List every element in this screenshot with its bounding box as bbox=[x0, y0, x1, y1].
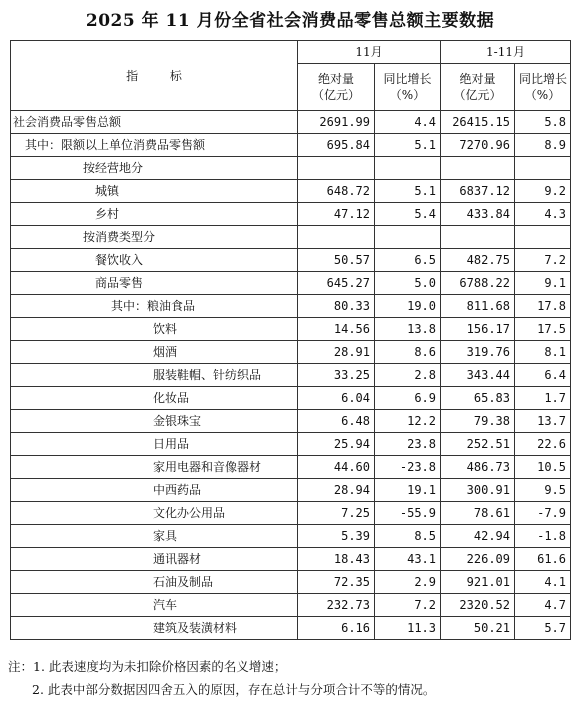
footnote-1: 注：1. 此表速度均为未扣除价格因素的名义增速； bbox=[8, 659, 287, 674]
abs-unit: （亿元） bbox=[311, 88, 360, 102]
ytd-abs-header bbox=[441, 64, 515, 111]
month-abs-cell: 7.25 bbox=[298, 502, 375, 525]
row-label: 城镇 bbox=[11, 180, 298, 203]
ytd-abs-cell: 50.21 bbox=[441, 617, 515, 640]
table-header bbox=[11, 41, 571, 111]
month-abs-cell: 50.57 bbox=[298, 249, 375, 272]
growth-unit: （%） bbox=[524, 88, 561, 102]
month-abs-header bbox=[298, 64, 375, 111]
table-row bbox=[11, 479, 571, 502]
month-abs-cell: 18.43 bbox=[298, 548, 375, 571]
table-row bbox=[11, 111, 571, 134]
table-row bbox=[11, 226, 571, 249]
month-abs-cell: 695.84 bbox=[298, 134, 375, 157]
ytd-growth-cell: 7.2 bbox=[515, 249, 571, 272]
month-abs-cell: 47.12 bbox=[298, 203, 375, 226]
ytd-growth-cell: -1.8 bbox=[515, 525, 571, 548]
table-row bbox=[11, 134, 571, 157]
month-growth-cell: 7.2 bbox=[375, 594, 441, 617]
ytd-growth-cell: 5.8 bbox=[515, 111, 571, 134]
ytd-growth-cell bbox=[515, 226, 571, 249]
ytd-abs-cell: 156.17 bbox=[441, 318, 515, 341]
month-abs-cell: 6.04 bbox=[298, 387, 375, 410]
row-label: 按经营地分 bbox=[11, 157, 298, 180]
month-abs-cell: 44.60 bbox=[298, 456, 375, 479]
month-growth-cell: 11.3 bbox=[375, 617, 441, 640]
ytd-growth-cell: 22.6 bbox=[515, 433, 571, 456]
growth-label: 同比增长 bbox=[383, 72, 432, 86]
ytd-abs-cell: 300.91 bbox=[441, 479, 515, 502]
table-row bbox=[11, 456, 571, 479]
ytd-abs-cell: 252.51 bbox=[441, 433, 515, 456]
row-label: 建筑及装潢材料 bbox=[11, 617, 298, 640]
table-row bbox=[11, 272, 571, 295]
month-abs-cell: 33.25 bbox=[298, 364, 375, 387]
ytd-growth-cell: 8.1 bbox=[515, 341, 571, 364]
month-growth-cell: 43.1 bbox=[375, 548, 441, 571]
month-growth-cell: 5.0 bbox=[375, 272, 441, 295]
ytd-growth-header bbox=[515, 64, 571, 111]
month-abs-cell: 28.91 bbox=[298, 341, 375, 364]
month-growth-cell: -55.9 bbox=[375, 502, 441, 525]
month-abs-cell: 14.56 bbox=[298, 318, 375, 341]
ytd-growth-cell: 8.9 bbox=[515, 134, 571, 157]
month-abs-cell: 6.16 bbox=[298, 617, 375, 640]
ytd-abs-cell: 226.09 bbox=[441, 548, 515, 571]
period-ytd-header: 1-11月 bbox=[441, 41, 571, 64]
row-label: 化妆品 bbox=[11, 387, 298, 410]
month-growth-cell: 2.9 bbox=[375, 571, 441, 594]
ytd-growth-cell: 4.7 bbox=[515, 594, 571, 617]
footnote-2: 2. 此表中部分数据因四舍五入的原因，存在总计与分项合计不等的情况。 bbox=[32, 682, 436, 697]
table-row bbox=[11, 617, 571, 640]
table-row bbox=[11, 387, 571, 410]
row-label: 按消费类型分 bbox=[11, 226, 298, 249]
month-growth-cell: 12.2 bbox=[375, 410, 441, 433]
row-label: 社会消费品零售总额 bbox=[11, 111, 298, 134]
row-label: 乡村 bbox=[11, 203, 298, 226]
ytd-growth-cell: 9.1 bbox=[515, 272, 571, 295]
ytd-growth-cell: 61.6 bbox=[515, 548, 571, 571]
month-growth-cell: 4.4 bbox=[375, 111, 441, 134]
ytd-abs-cell: 482.75 bbox=[441, 249, 515, 272]
row-label: 石油及制品 bbox=[11, 571, 298, 594]
month-growth-cell: 8.6 bbox=[375, 341, 441, 364]
row-label: 服装鞋帽、针纺织品 bbox=[11, 364, 298, 387]
row-label: 餐饮收入 bbox=[11, 249, 298, 272]
ytd-growth-cell: 4.3 bbox=[515, 203, 571, 226]
ytd-growth-cell: -7.9 bbox=[515, 502, 571, 525]
month-abs-cell bbox=[298, 157, 375, 180]
ytd-growth-cell: 4.1 bbox=[515, 571, 571, 594]
row-label: 汽车 bbox=[11, 594, 298, 617]
table-row bbox=[11, 157, 571, 180]
ytd-growth-cell: 9.5 bbox=[515, 479, 571, 502]
row-label: 家用电器和音像器材 bbox=[11, 456, 298, 479]
period-month-header: 11月 bbox=[298, 41, 441, 64]
month-growth-cell: 8.5 bbox=[375, 525, 441, 548]
row-label: 通讯器材 bbox=[11, 548, 298, 571]
ytd-growth-cell: 9.2 bbox=[515, 180, 571, 203]
table-row bbox=[11, 364, 571, 387]
month-abs-cell: 645.27 bbox=[298, 272, 375, 295]
month-growth-cell: 5.1 bbox=[375, 134, 441, 157]
abs-unit: （亿元） bbox=[453, 88, 502, 102]
row-label: 文化办公用品 bbox=[11, 502, 298, 525]
table-row bbox=[11, 180, 571, 203]
ytd-abs-cell: 79.38 bbox=[441, 410, 515, 433]
ytd-abs-cell: 2320.52 bbox=[441, 594, 515, 617]
table-body bbox=[11, 111, 571, 640]
ytd-abs-cell bbox=[441, 226, 515, 249]
stats-table bbox=[10, 40, 571, 640]
month-growth-cell: 19.1 bbox=[375, 479, 441, 502]
month-abs-cell: 28.94 bbox=[298, 479, 375, 502]
ytd-abs-cell: 42.94 bbox=[441, 525, 515, 548]
month-growth-cell: 2.8 bbox=[375, 364, 441, 387]
ytd-abs-cell: 26415.15 bbox=[441, 111, 515, 134]
table-row bbox=[11, 571, 571, 594]
month-growth-cell: 13.8 bbox=[375, 318, 441, 341]
month-growth-cell: 5.1 bbox=[375, 180, 441, 203]
month-abs-cell: 6.48 bbox=[298, 410, 375, 433]
month-abs-cell: 72.35 bbox=[298, 571, 375, 594]
table-row bbox=[11, 203, 571, 226]
month-growth-cell: 23.8 bbox=[375, 433, 441, 456]
ytd-abs-cell: 65.83 bbox=[441, 387, 515, 410]
table-row bbox=[11, 249, 571, 272]
growth-unit: （%） bbox=[389, 88, 426, 102]
table-row bbox=[11, 594, 571, 617]
row-label: 其中：粮油食品 bbox=[11, 295, 298, 318]
ytd-growth-cell: 10.5 bbox=[515, 456, 571, 479]
ytd-growth-cell bbox=[515, 157, 571, 180]
ytd-abs-cell: 6788.22 bbox=[441, 272, 515, 295]
ytd-abs-cell: 811.68 bbox=[441, 295, 515, 318]
month-abs-cell: 2691.99 bbox=[298, 111, 375, 134]
month-abs-cell: 5.39 bbox=[298, 525, 375, 548]
month-growth-cell: 6.5 bbox=[375, 249, 441, 272]
table-row bbox=[11, 341, 571, 364]
indicator-header: 指 标 bbox=[11, 41, 298, 111]
ytd-growth-cell: 5.7 bbox=[515, 617, 571, 640]
month-abs-cell: 232.73 bbox=[298, 594, 375, 617]
row-label: 其中：限额以上单位消费品零售额 bbox=[11, 134, 298, 157]
month-growth-cell: 6.9 bbox=[375, 387, 441, 410]
row-label: 饮料 bbox=[11, 318, 298, 341]
ytd-abs-cell: 486.73 bbox=[441, 456, 515, 479]
row-label: 中西药品 bbox=[11, 479, 298, 502]
table-row bbox=[11, 433, 571, 456]
ytd-growth-cell: 13.7 bbox=[515, 410, 571, 433]
month-abs-cell: 25.94 bbox=[298, 433, 375, 456]
row-label: 商品零售 bbox=[11, 272, 298, 295]
month-growth-header bbox=[375, 64, 441, 111]
ytd-abs-cell: 7270.96 bbox=[441, 134, 515, 157]
table-row bbox=[11, 295, 571, 318]
ytd-abs-cell: 6837.12 bbox=[441, 180, 515, 203]
ytd-abs-cell: 78.61 bbox=[441, 502, 515, 525]
ytd-growth-cell: 17.8 bbox=[515, 295, 571, 318]
ytd-abs-cell: 319.76 bbox=[441, 341, 515, 364]
table-row bbox=[11, 525, 571, 548]
abs-label: 绝对量 bbox=[459, 72, 496, 86]
ytd-abs-cell: 921.01 bbox=[441, 571, 515, 594]
month-growth-cell: 5.4 bbox=[375, 203, 441, 226]
page-title: 2025 年 11 月份全省社会消费品零售总额主要数据 bbox=[85, 11, 495, 31]
ytd-growth-cell: 17.5 bbox=[515, 318, 571, 341]
table-row bbox=[11, 318, 571, 341]
month-abs-cell: 648.72 bbox=[298, 180, 375, 203]
ytd-growth-cell: 6.4 bbox=[515, 364, 571, 387]
abs-label: 绝对量 bbox=[317, 72, 354, 86]
footnotes bbox=[8, 655, 574, 701]
month-growth-cell: -23.8 bbox=[375, 456, 441, 479]
ytd-abs-cell bbox=[441, 157, 515, 180]
month-growth-cell: 19.0 bbox=[375, 295, 441, 318]
ytd-growth-cell: 1.7 bbox=[515, 387, 571, 410]
table-row bbox=[11, 548, 571, 571]
month-abs-cell: 80.33 bbox=[298, 295, 375, 318]
ytd-abs-cell: 433.84 bbox=[441, 203, 515, 226]
growth-label: 同比增长 bbox=[519, 72, 568, 86]
row-label: 金银珠宝 bbox=[11, 410, 298, 433]
table-row bbox=[11, 410, 571, 433]
row-label: 烟酒 bbox=[11, 341, 298, 364]
table-row bbox=[11, 502, 571, 525]
month-growth-cell bbox=[375, 157, 441, 180]
row-label: 家具 bbox=[11, 525, 298, 548]
month-abs-cell bbox=[298, 226, 375, 249]
ytd-abs-cell: 343.44 bbox=[441, 364, 515, 387]
row-label: 日用品 bbox=[11, 433, 298, 456]
month-growth-cell bbox=[375, 226, 441, 249]
